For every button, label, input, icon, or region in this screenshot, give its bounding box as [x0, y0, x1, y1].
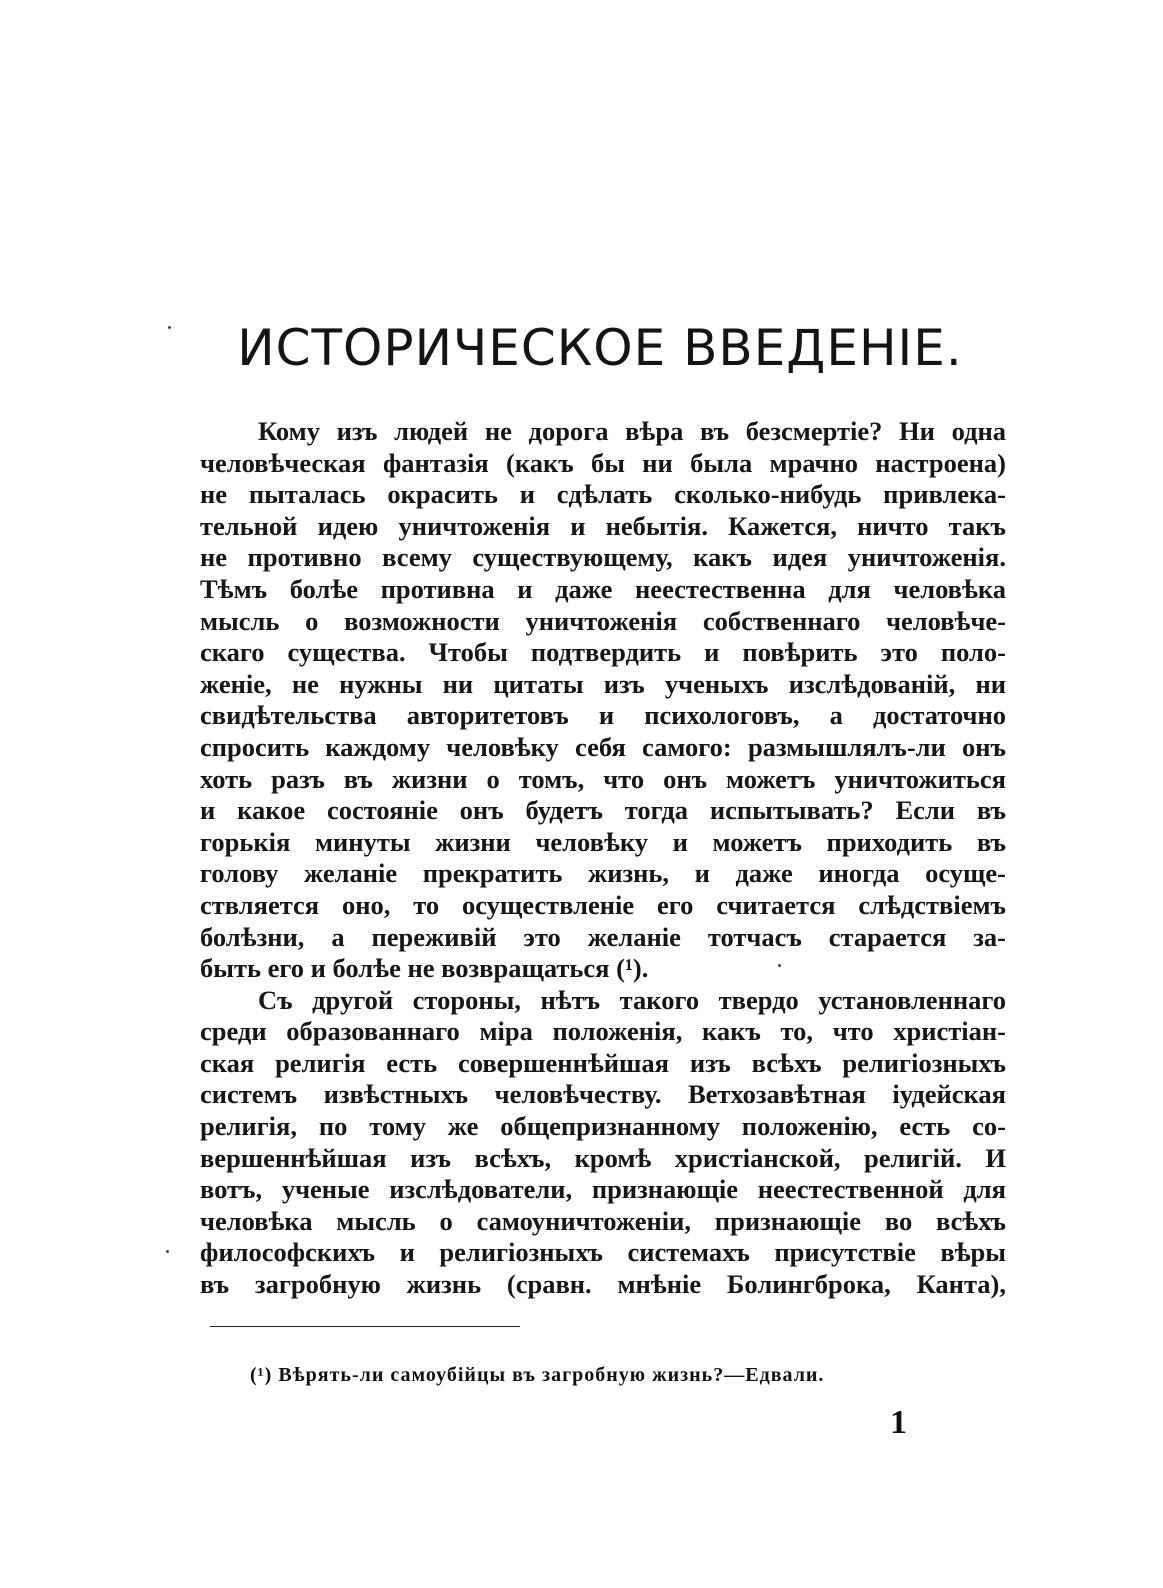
- text-line: въ загробную жизнь (сравн. мнѣнiе Болингброка, Канта),: [200, 1269, 1006, 1300]
- page-number: 1: [890, 1404, 907, 1441]
- text-line: болѣзни, а переживiй это желанiе тотчасъ старается за-: [200, 921, 1006, 952]
- text-line: не противно всему существующему, какъ идея уничтоженiя.: [200, 542, 1006, 573]
- text-line: и какое состоянiе онъ будетъ тогда испытывать? Если въ: [200, 795, 1006, 826]
- text-line: вершеннѣйшая изъ всѣхъ, кромѣ христiанской, религiй. И: [200, 1142, 1006, 1173]
- text-line: горькiя минуты жизни человѣку и можетъ приходить въ: [200, 826, 1006, 857]
- text-line: человѣческая фантазiя (какъ бы ни была мрачно настроена): [200, 447, 1006, 478]
- text-line: системъ извѣстныхъ человѣчеству. Ветхозавѣтная iудейская: [200, 1079, 1006, 1110]
- text-line: человѣка мысль о самоуничтоженiи, признающiе во всѣхъ: [200, 1205, 1006, 1236]
- text-line: философскихъ и религiозныхъ системахъ присутствiе вѣры: [200, 1237, 1006, 1268]
- text-line: Съ другой стороны, нѣтъ такого твердо установленнаго: [258, 984, 1006, 1015]
- scan-speck: [778, 964, 781, 967]
- text-line: свидѣтельства авторитетовъ и психологовъ, а достаточно: [200, 700, 1006, 731]
- text-line: среди образованнаго мiра положенiя, какъ то, что христiан-: [200, 1016, 1006, 1047]
- text-line: тельной идею уничтоженiя и небытiя. Кажется, ничто такъ: [200, 510, 1006, 541]
- scan-speck: [166, 1250, 169, 1253]
- text-line: ская религiя есть совершеннѣйшая изъ всѣхъ религiозныхъ: [200, 1047, 1006, 1078]
- page-title: ИСТОРИЧЕСКОЕ ВВЕДЕНIЕ.: [237, 319, 963, 377]
- footnote-divider: [210, 1326, 520, 1327]
- text-line: быть его и болѣе не возвращаться (¹).: [200, 953, 649, 984]
- text-line: не пыталась окрасить и сдѣлать сколько-нибудь привлека-: [200, 479, 1006, 510]
- main-text: [200, 416, 1006, 1301]
- text-line: спросить каждому человѣку себя самого: размышлялъ-ли онъ: [200, 731, 1006, 762]
- paragraph-2: [200, 985, 1006, 1301]
- text-line: скаго существа. Чтобы подтвердить и повѣрить это поло-: [200, 637, 1006, 668]
- text-line: хоть разъ въ жизни о томъ, что онъ можетъ уничтожиться: [200, 763, 1006, 794]
- paragraph-1: [200, 416, 1006, 985]
- scan-speck: [168, 326, 171, 329]
- text-line: мысль о возможности уничтоженiя собственнаго человѣче-: [200, 605, 1006, 636]
- text-line: религiя, по тому же общепризнанному положенiю, есть со-: [200, 1111, 1006, 1142]
- text-line: ствляется оно, то осуществленiе его считается слѣдствiемъ: [200, 889, 1006, 920]
- text-line: женiе, не нужны ни цитаты изъ ученыхъ изслѣдованiй, ни: [200, 668, 1006, 699]
- footnote: (¹) Вѣрять-ли самоубiйцы въ загробную жизнь?—Едвали.: [250, 1364, 825, 1386]
- text-line: Тѣмъ болѣе противна и даже неестественна для человѣка: [200, 573, 1006, 604]
- text-line: голову желанiе прекратить жизнь, и даже иногда осуще-: [200, 858, 1006, 889]
- text-line: Кому изъ людей не дорога вѣра въ безсмертiе? Ни одна: [258, 416, 1006, 446]
- text-line: вотъ, ученые изслѣдователи, признающiе неестественной для: [200, 1174, 1006, 1205]
